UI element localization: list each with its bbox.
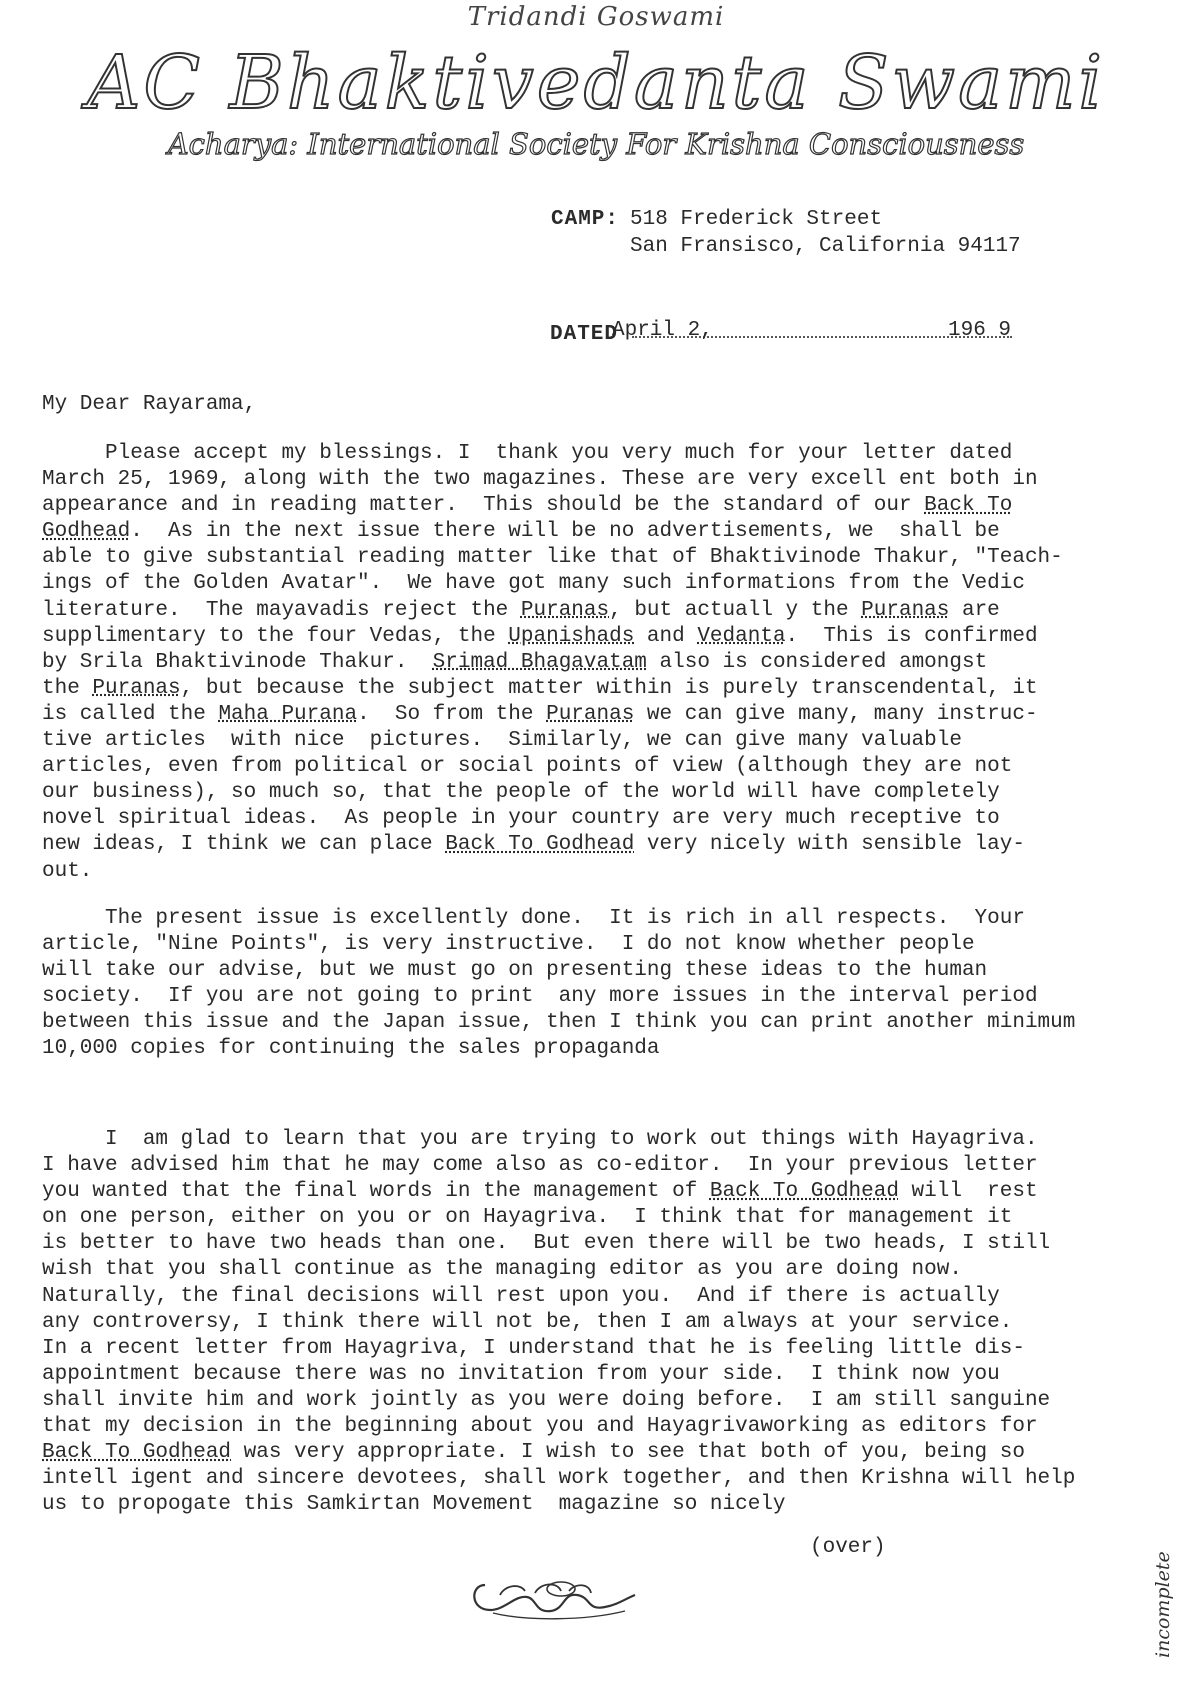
margin-note-incomplete: incomplete <box>1152 1551 1174 1658</box>
text-line: intell igent and sincere devotees, shall work together, and then Krishna will help <box>42 1467 1076 1491</box>
text-line: able to give substantial reading matter like that of Bhaktivinode Thakur, "Teach- <box>42 546 1063 570</box>
underlined-title: Maha Purana <box>218 702 358 726</box>
date-value: April 2, <box>612 319 713 342</box>
text-line: ings of the Golden Avatar". We have got many such informations from the Vedic <box>42 572 1025 596</box>
text-line: Please accept my blessings. I thank you very much for your letter dated <box>42 442 1013 465</box>
text-line: the Puranas, but because the subject matter within is purely transcendental, it <box>42 676 1038 700</box>
address-line-1: 518 Frederick Street <box>630 208 883 231</box>
text-line: our business), so much so, that the people of the world will have completely <box>42 781 1000 805</box>
text-line: will take our advise, but we must go on presenting these ideas to the human <box>42 959 988 983</box>
text-line: articles, even from political or social points of view (although they are not <box>42 755 1013 779</box>
text-line: new ideas, I think we can place Back To Godhead very nicely with sensible lay- <box>42 833 1025 857</box>
text-line: appearance and in reading matter. This should be the standard of our Back To <box>42 494 1013 518</box>
text-line: Godhead. As in the next issue there will be no advertisements, we shall be <box>42 520 1000 544</box>
address-line-2: San Fransisco, California 94117 <box>630 235 1021 258</box>
text-line: 10,000 copies for continuing the sales propaganda <box>42 1037 660 1061</box>
salutation: My Dear Rayarama, <box>42 393 257 416</box>
underlined-title: Upanishads <box>508 624 635 648</box>
underlined-title: Puranas <box>520 598 610 622</box>
underlined-title: Back To Godhead <box>709 1180 899 1204</box>
underlined-title: Puranas <box>546 702 635 726</box>
underlined-title: Srimad Bhagavatam <box>432 650 647 674</box>
text-line: Naturally, the final decisions will rest upon you. And if there is actually <box>42 1284 1000 1308</box>
text-line: you wanted that the final words in the management of Back To Godhead will rest <box>42 1180 1038 1204</box>
over-note: (over) <box>810 1536 886 1559</box>
text-line: appointment because there was no invitation from your side. I think now you <box>42 1362 1000 1386</box>
text-line: The present issue is excellently done. It is rich in all respects. Your <box>42 907 1025 930</box>
paragraph-3 <box>42 1127 1152 1518</box>
dated-label: DATED <box>550 323 619 346</box>
underlined-title: Back To Godhead <box>445 833 635 857</box>
signature-flourish <box>465 1555 645 1625</box>
letterhead-title: Tridandi Goswami <box>467 2 725 32</box>
camp-label: CAMP: <box>551 208 620 231</box>
text-line: supplimentary to the four Vedas, the Upanishads and Vedanta. This is confirmed <box>42 624 1038 648</box>
text-line: shall invite him and work jointly as you were doing before. I am still sanguine <box>42 1388 1051 1412</box>
underlined-title: Godhead <box>42 520 131 544</box>
text-line: article, "Nine Points", is very instructive. I do not know whether people <box>42 933 975 957</box>
text-line: on one person, either on you or on Hayagriva. I think that for management it <box>42 1206 1013 1230</box>
text-line: us to propogate this Samkirtan Movement magazine so nicely <box>42 1493 786 1517</box>
date-year: 196 9 <box>948 319 1012 342</box>
text-line: Back To Godhead was very appropriate. I wish to see that both of you, being so <box>42 1441 1025 1465</box>
text-line: out. <box>42 859 93 883</box>
text-line: is called the Maha Purana. So from the Puranas we can give many, many instruc- <box>42 702 1038 726</box>
text-line: In a recent letter from Hayagriva, I understand that he is feeling little dis- <box>42 1336 1025 1360</box>
text-line: any controversy, I think there will not be, then I am always at your service. <box>42 1310 1013 1334</box>
text-line: that my decision in the beginning about you and Hayagrivaworking as editors for <box>42 1415 1038 1439</box>
text-line: society. If you are not going to print any more issues in the interval period <box>42 985 1038 1009</box>
underlined-title: Back To <box>924 494 1013 518</box>
underlined-title: Vedanta <box>697 624 786 648</box>
text-line: literature. The mayavadis reject the Puranas, but actuall y the Puranas are <box>42 598 1000 622</box>
text-line: I am glad to learn that you are trying to work out things with Hayagriva. <box>42 1128 1038 1151</box>
text-line: wish that you shall continue as the managing editor as you are doing now. <box>42 1258 962 1282</box>
letterhead-name: AC Bhaktivedanta Swami <box>86 40 1106 126</box>
underlined-title: Puranas <box>92 676 181 700</box>
letterhead-subtitle: Acharya: International Society For Krishna Consciousness <box>167 127 1025 161</box>
text-line: is better to have two heads than one. But even there will be two heads, I still <box>42 1232 1051 1256</box>
text-line: novel spiritual ideas. As people in your country are very much receptive to <box>42 807 1000 831</box>
text-line: tive articles with nice pictures. Similarly, we can give many valuable <box>42 729 962 753</box>
text-line: by Srila Bhaktivinode Thakur. Srimad Bhagavatam also is considered amongst <box>42 650 988 674</box>
text-line: between this issue and the Japan issue, then I think you can print another minimum <box>42 1011 1076 1035</box>
underlined-title: Back To Godhead <box>42 1441 232 1465</box>
paragraph-1 <box>42 441 1152 885</box>
paragraph-2 <box>42 906 1152 1063</box>
text-line: I have advised him that he may come also as co-editor. In your previous letter <box>42 1154 1038 1178</box>
underlined-title: Puranas <box>861 598 950 622</box>
text-line: March 25, 1969, along with the two magazines. These are very excell ent both in <box>42 468 1038 492</box>
